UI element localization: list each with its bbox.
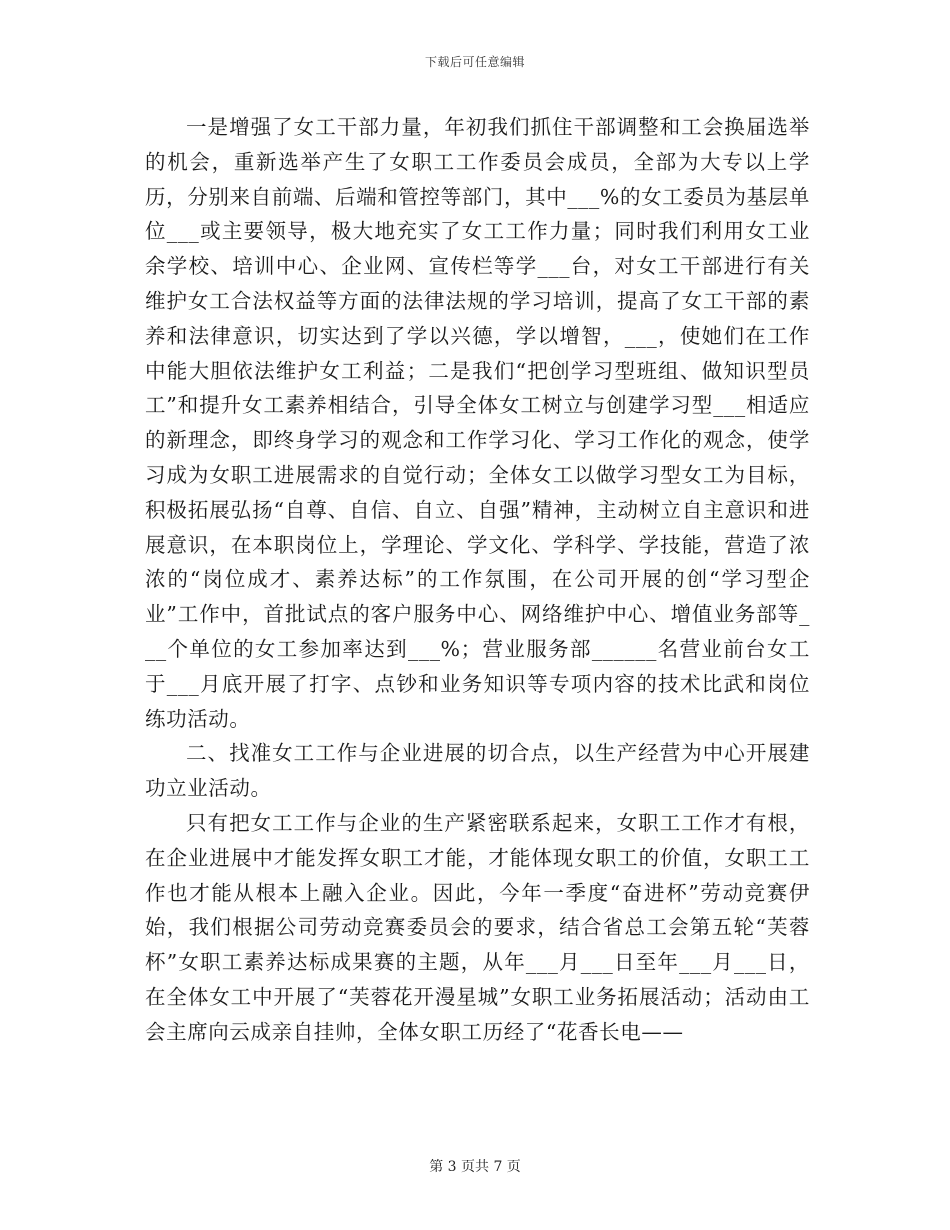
body-paragraph: 只有把女工工作与企业的生产紧密联系起来，女职工工作才有根，在企业进展中才能发挥女职工才能，才能体现女职工的价值，女职工工作也才能从根本上融入企业。因此，今年一季度“奋进杯”劳动竞赛伊始，我们根据公司劳动竞赛委员会的要求，结合省总工会第五轮“芙蓉杯”女职工素养达标成果赛的主题，从年___月___日至年___月___日，在全体女工中开展了“芙蓉花开漫星城”女职工业务拓展活动；活动由工会主席向云成亲自挂帅，全体女职工历经了“花香长电—— [145,810,810,1044]
document-body [145,110,810,1050]
body-paragraph: 一是增强了女工干部力量，年初我们抓住干部调整和工会换届选举的机会，重新选举产生了女职工工作委员会成员，全部为大专以上学历，分别来自前端、后端和管控等部门，其中___%的女工委员为基层单位___或主要领导，极大地充实了女工工作力量；同时我们利用女工业余学校、培训中心、企业网、宣传栏等学___台，对女工干部进行有关维护女工合法权益等方面的法律法规的学习培训，提高了女工干部的素养和法律意识，切实达到了学以兴德，学以增智，___，使她们在工作中能大胆依法维护女工利益；二是我们“把创学习型班组、做知识型员工”和提升女工素养相结合，引导全体女工树立与创建学习型___相适应的新理念，即终身学习的观念和工作学习化、学习工作化的观念，使学习成为女职工进展需求的自觉行动；全体女工以做学习型女工为目标，积极拓展弘扬“自尊、自信、自立、自强”精神，主动树立自主意识和进展意识，在本职岗位上，学理论、学文化、学科学、学技能，营造了浓浓的“岗位成才、素养达标”的工作氛围，在公司开展的创“学习型企业”工作中，首批试点的客户服务中心、网络维护中心、增值业务部等___个单位的女工参加率达到___%；营业服务部______名营业前台女工于___月底开展了打字、点钞和业务知识等专项内容的技术比武和岗位练功活动。 [145,115,810,731]
page-number: 第 3 页共 7 页 [429,1159,521,1175]
section-heading: 二、找准女工工作与企业进展的切合点，以生产经营为中心开展建功立业活动。 [145,741,810,801]
page-header: 下载后可任意编辑 [424,55,525,69]
